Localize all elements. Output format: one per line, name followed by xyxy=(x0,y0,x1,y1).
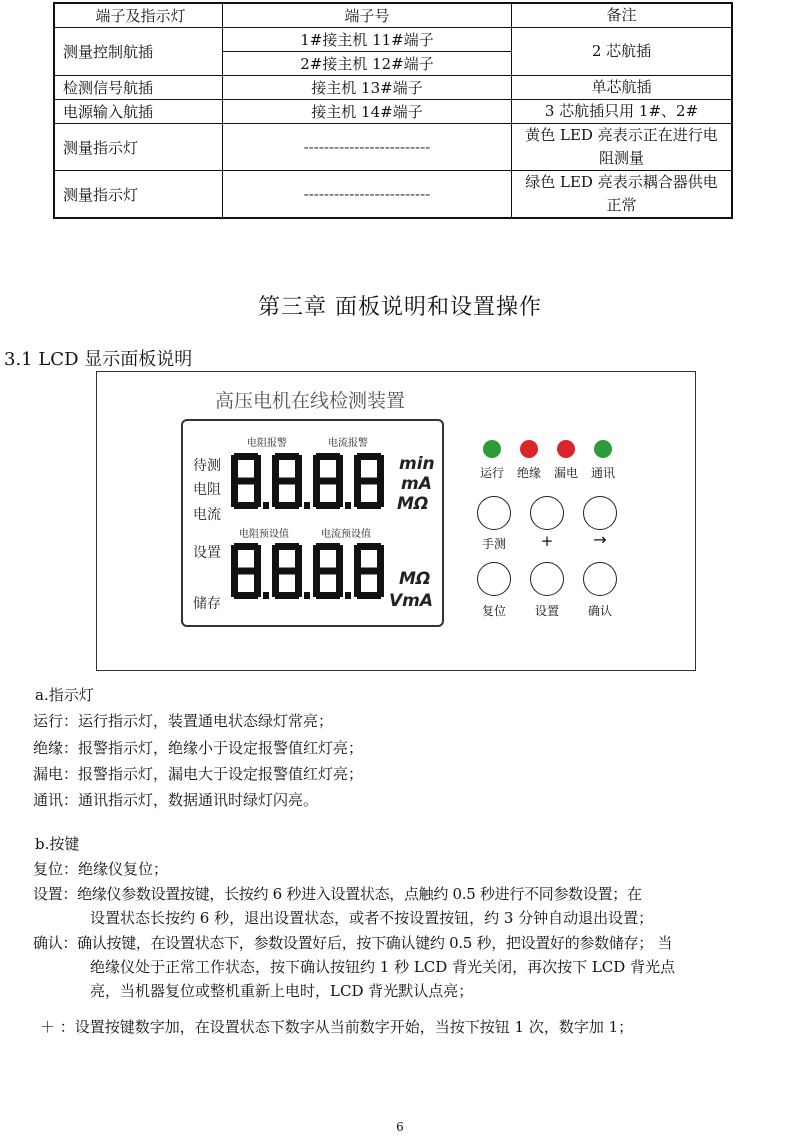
lcd-digit xyxy=(231,453,269,509)
led-run-icon xyxy=(483,440,501,458)
lcd-segment xyxy=(254,571,261,597)
keys-line: 绝缘仪处于正常工作状态，按下确认按钮约 1 秒 LCD 背光关闭，再次按下 LCD 背光点 xyxy=(90,958,676,976)
lcd-label: 电阻 xyxy=(193,482,221,498)
lcd-unit: min xyxy=(399,454,435,474)
keys-line: 确认：确认按键，在设置状态下，参数设置好后，按下确认键约 0.5 秒，把设置好的参数储存； 当 xyxy=(33,934,673,952)
keys-line: 复位：绝缘仪复位； xyxy=(33,860,169,878)
indicator-line: 通讯：通讯指示灯，数据通讯时绿灯闪亮。 xyxy=(33,791,319,809)
lcd-segment xyxy=(313,455,320,481)
lcd-label: 设置 xyxy=(193,545,221,561)
table-cell-note: 单芯航插 xyxy=(512,76,733,100)
lcd-label: 电流报警 xyxy=(328,438,368,449)
table-cell-note: 黄色 LED 亮表示正在进行电阻测量 xyxy=(512,124,733,171)
lcd-segment xyxy=(336,481,343,507)
table-row xyxy=(54,28,732,52)
lcd-segment xyxy=(336,455,343,481)
indicator-line: 漏电：报警指示灯，漏电大于设定报警值红灯亮； xyxy=(33,765,364,783)
led-leakage-icon xyxy=(557,440,575,458)
lcd-segment xyxy=(295,455,302,481)
keys-line: 亮，当机器复位或整机重新上电时，LCD 背光默认点亮； xyxy=(90,982,474,1000)
lcd-segment xyxy=(254,455,261,481)
lcd-digit xyxy=(313,453,351,509)
table-header-row xyxy=(54,3,732,28)
lcd-unit: VmA xyxy=(389,591,434,611)
led-label: 漏电 xyxy=(553,466,578,480)
table-cell-note: 2 芯航插 xyxy=(512,28,733,76)
lcd-segment xyxy=(354,481,361,507)
lcd-label: 储存 xyxy=(193,596,221,612)
button-label: → xyxy=(593,530,607,549)
table-cell-port: ------------------------- xyxy=(223,171,512,219)
lcd-segment xyxy=(231,481,238,507)
lcd-digit xyxy=(272,543,310,599)
terminal-table xyxy=(53,2,733,219)
table-cell-port: 2#接主机 12#端子 xyxy=(223,52,512,76)
lcd-segment xyxy=(377,571,384,597)
lcd-segment xyxy=(354,455,361,481)
indicator-line: 运行：运行指示灯，装置通电状态绿灯常亮； xyxy=(33,712,334,730)
lcd-segment xyxy=(272,545,279,571)
led-comm-icon xyxy=(594,440,612,458)
plus-button[interactable] xyxy=(530,496,564,530)
lcd-unit: MΩ xyxy=(399,569,431,589)
lcd-digit xyxy=(272,453,310,509)
table-cell-note: 绿色 LED 亮表示耦合器供电正常 xyxy=(512,171,733,219)
lcd-unit: MΩ xyxy=(397,494,429,514)
lcd-label: 电阻预设值 xyxy=(239,529,289,540)
lcd-digit xyxy=(231,543,269,599)
lcd-digit xyxy=(354,543,384,599)
lcd-segment xyxy=(313,545,320,571)
manual-test-button[interactable] xyxy=(477,496,511,530)
lcd-label: 电阻报警 xyxy=(247,438,287,449)
lcd-decimal-point xyxy=(345,592,351,599)
settings-button[interactable] xyxy=(530,562,564,596)
lcd-label: 电流 xyxy=(193,507,221,523)
table-cell-port: 接主机 14#端子 xyxy=(223,100,512,124)
section-title: 3.1 LCD 显示面板说明 xyxy=(4,349,193,370)
lcd-unit: mA xyxy=(401,474,432,494)
led-insulation-icon xyxy=(520,440,538,458)
lcd-decimal-point xyxy=(263,592,269,599)
lcd-segment xyxy=(295,481,302,507)
lcd-decimal-point xyxy=(304,502,310,509)
lcd-segment xyxy=(295,545,302,571)
lcd-segment xyxy=(377,455,384,481)
lcd-segment xyxy=(295,571,302,597)
lcd-segment xyxy=(354,571,361,597)
table-cell-note: 3 芯航插只用 1#、2# xyxy=(512,100,733,124)
lcd-display xyxy=(181,419,444,627)
keys-heading: b.按键 xyxy=(35,835,80,853)
table-header: 端子及指示灯 xyxy=(54,3,223,28)
lcd-segment xyxy=(254,481,261,507)
shift-right-button[interactable] xyxy=(583,496,617,530)
lcd-segment xyxy=(254,545,261,571)
lcd-segment xyxy=(272,571,279,597)
keys-line: ＋ ：设置按键数字加，在设置状态下数字从当前数字开始，当按下按钮 1 次，数字加 1； xyxy=(40,1018,634,1036)
keys-line: 设置状态长按约 6 秒，退出设置状态，或者不按设置按钮，约 3 分钟自动退出设置； xyxy=(90,909,654,927)
lcd-label: 待测 xyxy=(193,458,221,474)
table-cell-port: ------------------------- xyxy=(223,124,512,171)
lcd-segment xyxy=(231,571,238,597)
button-label: 设置 xyxy=(534,604,559,618)
lcd-segment xyxy=(336,571,343,597)
indicator-line: 绝缘：报警指示灯，绝缘小于设定报警值红灯亮； xyxy=(33,739,364,757)
table-cell-port: 接主机 13#端子 xyxy=(223,76,512,100)
lcd-segment xyxy=(377,481,384,507)
led-label: 绝缘 xyxy=(516,466,541,480)
front-panel-diagram xyxy=(96,371,696,671)
table-header: 端子号 xyxy=(223,3,512,28)
chapter-title: 第三章 面板说明和设置操作 xyxy=(258,295,542,320)
table-row xyxy=(54,124,732,171)
panel-title: 高压电机在线检测装置 xyxy=(215,390,406,412)
lcd-segment xyxy=(272,481,279,507)
table-cell-name: 测量控制航插 xyxy=(54,28,223,76)
table-cell-port: 1#接主机 11#端子 xyxy=(223,28,512,52)
lcd-segment xyxy=(336,545,343,571)
button-label: + xyxy=(540,532,554,550)
button-label: 确认 xyxy=(587,604,612,618)
indicator-heading: a.指示灯 xyxy=(35,686,94,704)
lcd-decimal-point xyxy=(263,502,269,509)
lcd-digit xyxy=(354,453,384,509)
lcd-decimal-point xyxy=(304,592,310,599)
lcd-digit xyxy=(313,543,351,599)
table-cell-name: 检测信号航插 xyxy=(54,76,223,100)
led-label: 运行 xyxy=(479,466,504,480)
table-cell-name: 电源输入航插 xyxy=(54,100,223,124)
button-label: 手测 xyxy=(481,537,506,551)
lcd-digits-top xyxy=(231,451,397,513)
table-header: 备注 xyxy=(512,3,733,28)
button-label: 复位 xyxy=(481,604,506,618)
reset-button[interactable] xyxy=(477,562,511,596)
keys-line: 设置：绝缘仪参数设置按键，长按约 6 秒进入设置状态，点触约 0.5 秒进行不同参数设置；在 xyxy=(33,885,642,903)
lcd-label: 电流预设值 xyxy=(321,529,371,540)
lcd-decimal-point xyxy=(345,502,351,509)
lcd-segment xyxy=(354,545,361,571)
table-cell-name: 测量指示灯 xyxy=(54,124,223,171)
table-row xyxy=(54,76,732,100)
lcd-segment xyxy=(231,455,238,481)
table-cell-name: 测量指示灯 xyxy=(54,171,223,219)
lcd-digits-bottom xyxy=(231,541,397,603)
lcd-segment xyxy=(272,455,279,481)
confirm-button[interactable] xyxy=(583,562,617,596)
lcd-segment xyxy=(231,545,238,571)
lcd-segment xyxy=(313,571,320,597)
table-row xyxy=(54,171,732,219)
lcd-segment xyxy=(313,481,320,507)
table-row xyxy=(54,100,732,124)
page-number: 6 xyxy=(396,1120,404,1134)
lcd-segment xyxy=(377,545,384,571)
led-label: 通讯 xyxy=(590,466,615,480)
